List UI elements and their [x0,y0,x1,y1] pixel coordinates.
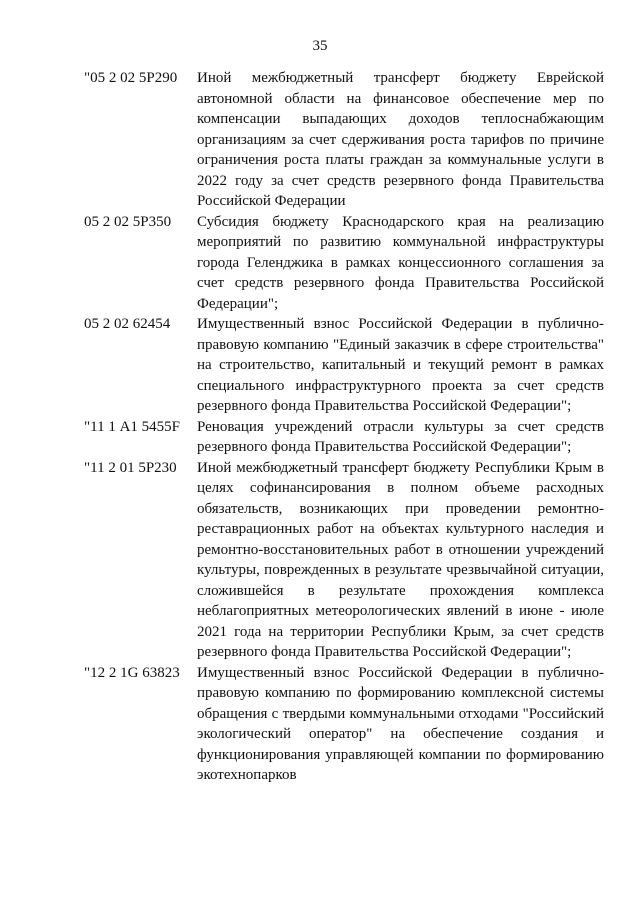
list-item [84,68,604,212]
entry-description: Реновация учреждений отрасли культуры за счет средств резервного фонда Правительства Российской Федерации"; [197,418,604,455]
entry-description: Иной межбюджетный трансферт бюджету Еврейской автономной области на финансовое обеспечение мер по компенсации выпадающих доходов теплоснабжающим организациям за счет сдерживания роста тарифов по причине ограничения роста платы граждан за коммунальные услуги в 2022 году за счет средств резервного фонда Правительства Российской Федерации [197,70,604,209]
entry-description: Имущественный взнос Российской Федерации в публично-правовую компанию "Единый заказчик в сфере строительства" на строительство, капитальный и текущий ремонт в рамках специального инфраструктурного проекта за счет средств резервного фонда Правительства Российской Федерации"; [197,316,604,414]
list-item [84,458,604,663]
page-number: 35 [312,38,328,54]
entry-list [84,68,604,786]
list-item [84,663,604,786]
entry-description: Имущественный взнос Российской Федерации в публично-правовую компанию по формированию комплексной системы обращения с твердыми коммунальными отходами "Российский экологический оператор" на обеспечение создания и функционирования управляющей компании по формированию экотехнопарков [197,664,604,783]
budget-code: "05 2 02 5Р290 [84,70,178,86]
budget-code: 05 2 02 62454 [84,316,171,332]
budget-code: 05 2 02 5Р350 [84,213,172,230]
entry-description: Субсидия бюджету Краснодарского края на реализацию мероприятий по развитию коммунальной инфраструктуры города Геленджика в рамках концессионного соглашения за счет средств резервного фонда Правительства Российской Федерации"; [197,213,604,312]
entry-description: Иной межбюджетный трансферт бюджету Республики Крым в целях софинансирования в полном объеме расходных обязательств, возникающих при проведении ремонтно-реставрационных работ на объектах культурного наследия и ремонтно-восстановительных работ в отношении учреждений культуры, поврежденных в результате чрезвычайной ситуации, сложившейся в результате прохождения комплекса неблагоприятных метеорологических явлений в июне - июле 2021 года на территории Республики Крым, за счет средств резервного фонда Правительства Российской Федерации"; [197,459,604,660]
budget-code: "12 2 1G 63823 [84,664,180,681]
list-item [84,212,604,315]
list-item [84,417,604,458]
list-item [84,314,604,417]
budget-code: "11 1 А1 5455F [84,418,180,435]
budget-code: "11 2 01 5Р230 [84,459,177,476]
